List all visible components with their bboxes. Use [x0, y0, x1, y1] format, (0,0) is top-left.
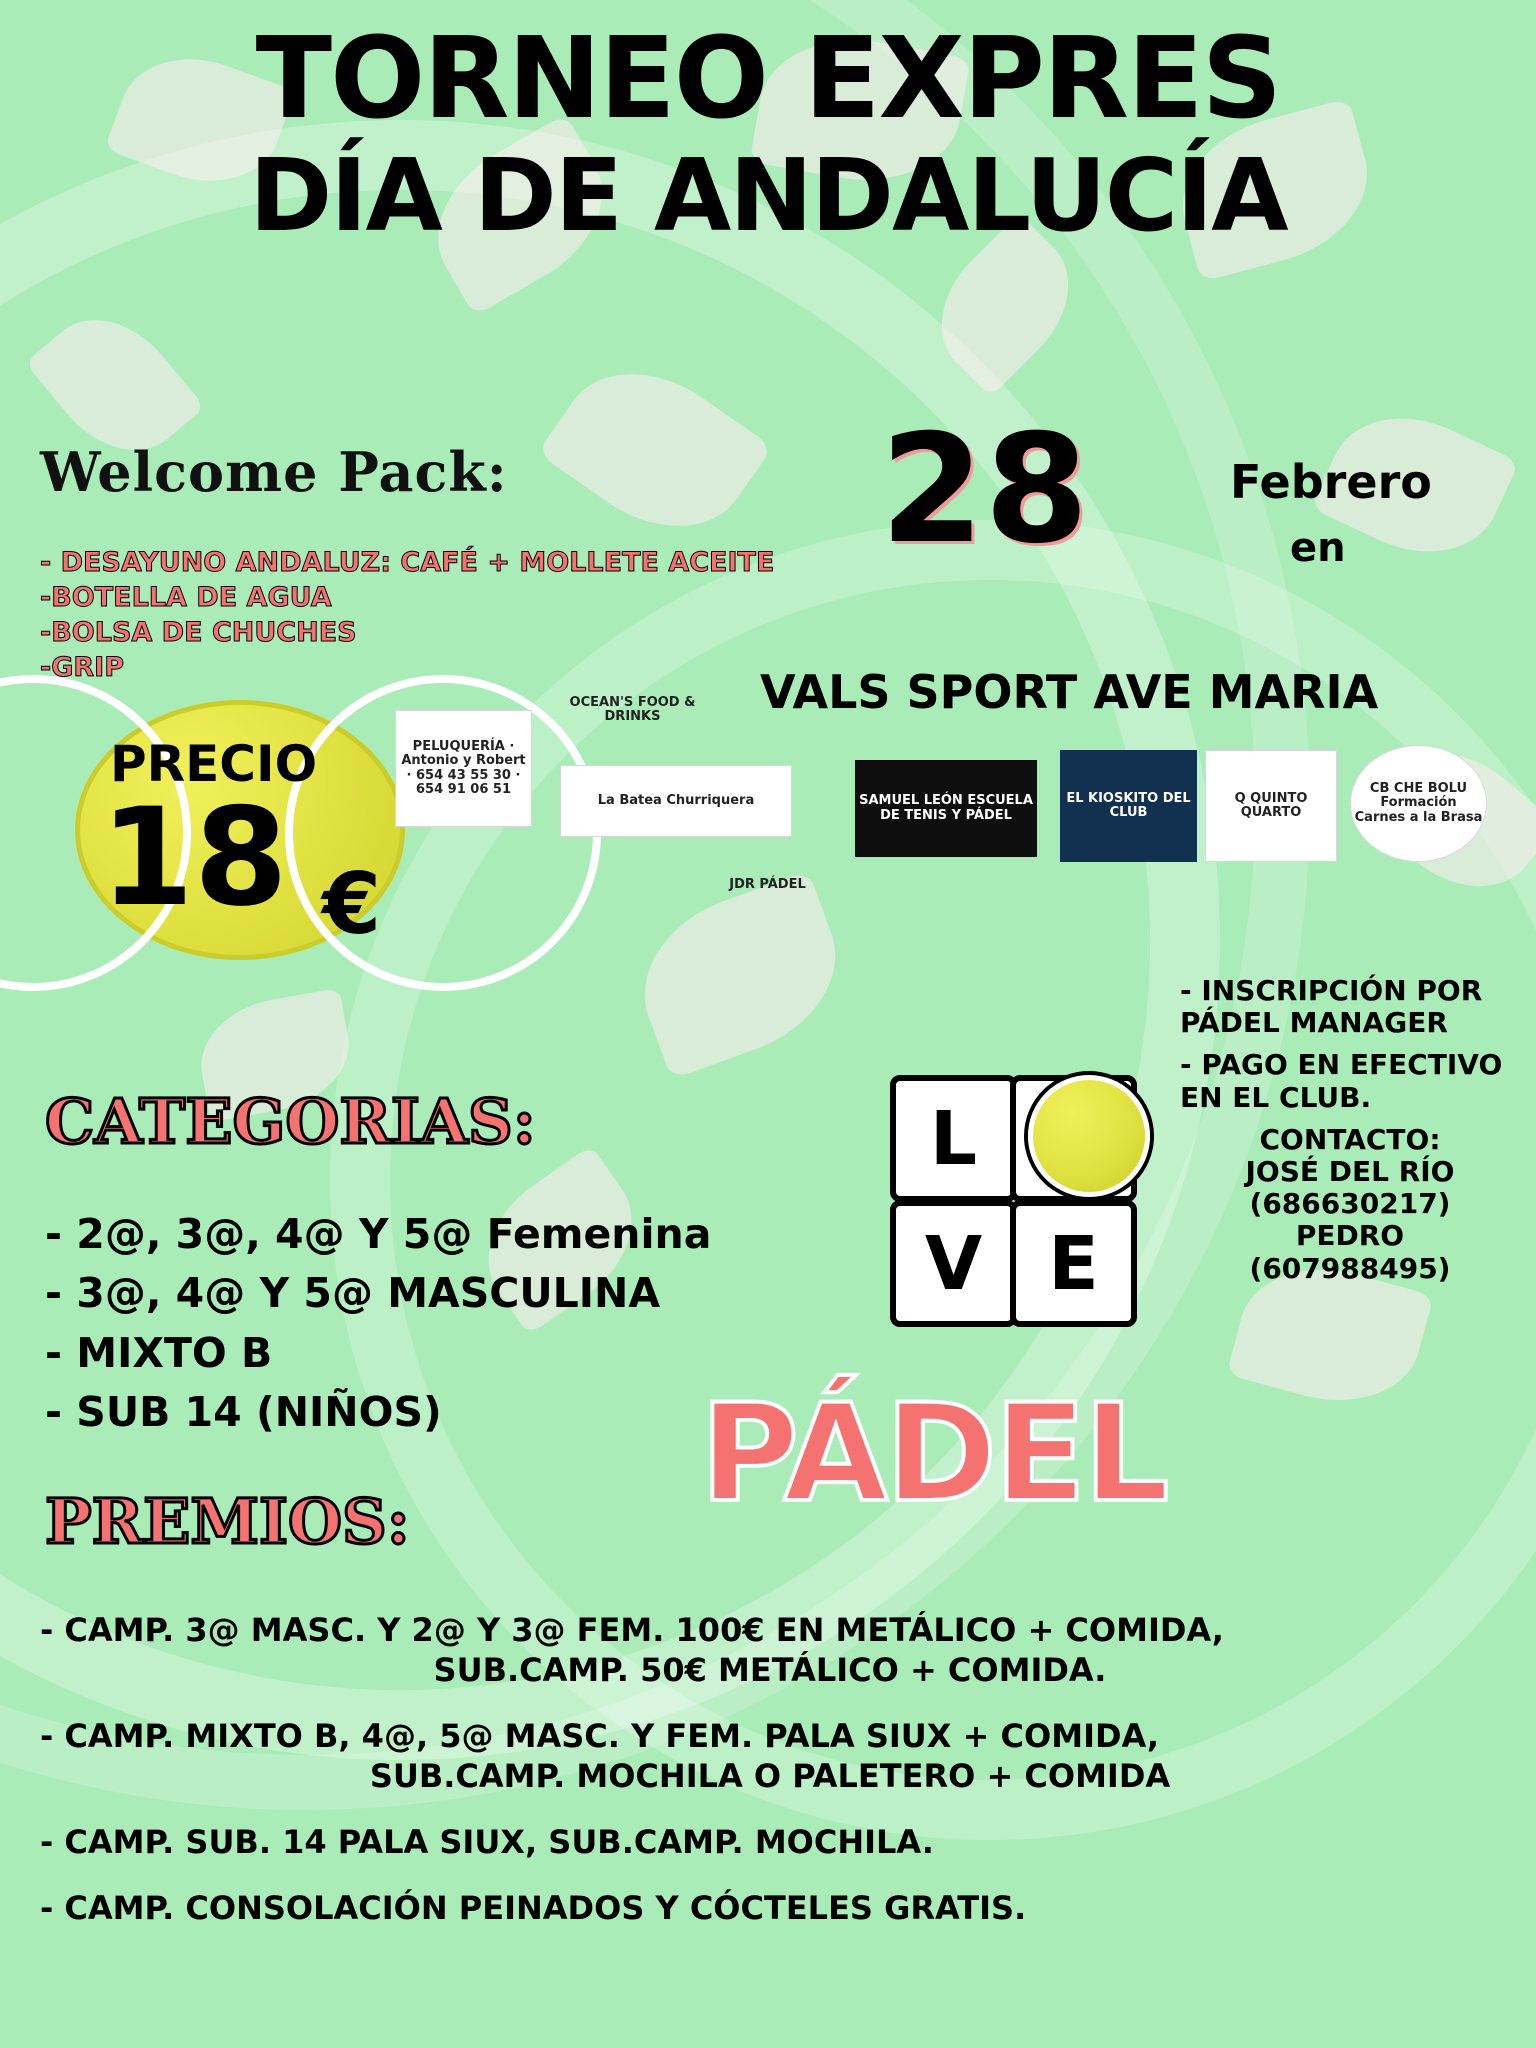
categories-heading: CATEGORIAS:: [45, 1085, 536, 1158]
sponsor-logo: [855, 760, 1037, 857]
tennis-ball-icon: [1028, 1075, 1150, 1197]
welcome-pack-item: - DESAYUNO ANDALUZ: CAFÉ + MOLLETE ACEITE: [40, 547, 775, 578]
sponsor-logo-text: EL KIOSKITO DEL CLUB: [1066, 790, 1191, 820]
sponsor-logo: [660, 840, 875, 930]
prize-line1: - CAMP. CONSOLACIÓN PEINADOS Y CÓCTELES GRATIS.: [40, 1889, 1027, 1927]
sponsor-logo: [395, 710, 532, 827]
prize-item: [40, 1610, 1500, 1690]
poster-title-line1: TORNEO EXPRES: [255, 14, 1281, 144]
sponsor-logo-text: JDR PÁDEL: [729, 876, 806, 892]
prizes-heading: PREMIOS:: [45, 1485, 410, 1558]
prizes-list: [40, 1610, 1500, 1954]
info-contact-label: CONTACTO:: [1259, 1122, 1441, 1156]
info-payment: - PAGO EN EFECTIVO EN EL CLUB.: [1180, 1048, 1503, 1114]
registration-info: [1180, 975, 1520, 1285]
sponsor-logo-text: La Batea Churriquera: [597, 792, 755, 808]
sponsor-logos: [395, 620, 1525, 930]
event-date-month: Febrero: [1230, 455, 1432, 509]
sponsor-logo-text: SAMUEL LEÓN ESCUELA DE TENIS Y PÁDEL: [859, 793, 1033, 823]
sponsor-logo-text: CB CHE BOLU Formación Carnes a la Brasa: [1354, 781, 1483, 825]
prize-line2: SUB.CAMP. MOCHILA O PALETERO + COMIDA: [369, 1757, 1171, 1795]
price-value: 18: [100, 779, 288, 936]
welcome-pack-item: -BOLSA DE CHUCHES: [40, 617, 357, 649]
category-item: - SUB 14 (NIÑOS): [45, 1388, 442, 1437]
sponsor-logo: [1205, 750, 1337, 862]
sponsor-logo: [1060, 750, 1197, 862]
logo-letter-e: E: [1010, 1200, 1137, 1327]
love-padel-logo: [880, 1065, 1180, 1365]
event-date-number: 28: [880, 403, 1089, 577]
category-item: - 2@, 3@, 4@ Y 5@ Femenina: [45, 1210, 712, 1258]
logo-letter-v: V: [890, 1200, 1017, 1327]
prize-item: [40, 1888, 1500, 1928]
event-venue: VALS SPORT AVE MARIA: [760, 665, 1379, 719]
prize-line1: - CAMP. MIXTO B, 4@, 5@ MASC. Y FEM. PALA SIUX + COMIDA,: [40, 1717, 1160, 1755]
welcome-pack-item: -GRIP: [40, 652, 124, 684]
poster-title-line2: DÍA DE ANDALUCÍA: [249, 137, 1287, 254]
logo-word-padel: PÁDEL: [700, 1375, 1167, 1532]
prize-line2: SUB.CAMP. 50€ METÁLICO + COMIDA.: [433, 1651, 1107, 1689]
price-currency: €: [322, 855, 382, 954]
sponsor-logo-text: PELUQUERÍA · Antonio y Robert · 654 43 55 30 · 654 91 06 51: [401, 738, 526, 797]
info-contact2-name: PEDRO: [1295, 1219, 1405, 1253]
prize-line1: - CAMP. 3@ MASC. Y 2@ Y 3@ FEM. 100€ EN METÁLICO + COMIDA,: [40, 1611, 1224, 1649]
prize-item: [40, 1716, 1500, 1796]
sponsor-logo-text: OCEAN'S FOOD & DRINKS: [569, 694, 696, 724]
info-contact1-phone: (686630217): [1249, 1187, 1451, 1221]
logo-letter-l: L: [890, 1075, 1017, 1202]
sponsor-logo: [560, 765, 792, 837]
event-date-preposition: en: [1290, 525, 1346, 571]
info-contact2-phone: (607988495): [1249, 1251, 1451, 1285]
welcome-pack-heading: Welcome Pack:: [40, 440, 508, 504]
price-label: PRECIO: [110, 735, 318, 793]
sponsor-logo-text: Q QUINTO QUARTO: [1234, 790, 1308, 820]
category-item: - MIXTO B: [45, 1328, 273, 1377]
category-item: - 3@, 4@ Y 5@ MASCULINA: [45, 1269, 661, 1318]
info-contact1-name: JOSÉ DEL RÍO: [1245, 1154, 1455, 1188]
prize-item: [40, 1822, 1500, 1862]
prize-line1: - CAMP. SUB. 14 PALA SIUX, SUB.CAMP. MOCHILA.: [40, 1823, 934, 1861]
welcome-pack-item: -BOTELLA DE AGUA: [40, 582, 332, 614]
info-inscription: - INSCRIPCIÓN POR PÁDEL MANAGER: [1180, 974, 1483, 1040]
sponsor-logo: [1350, 745, 1487, 862]
sponsor-logo: [540, 660, 725, 760]
categories-list: [45, 1205, 711, 1443]
